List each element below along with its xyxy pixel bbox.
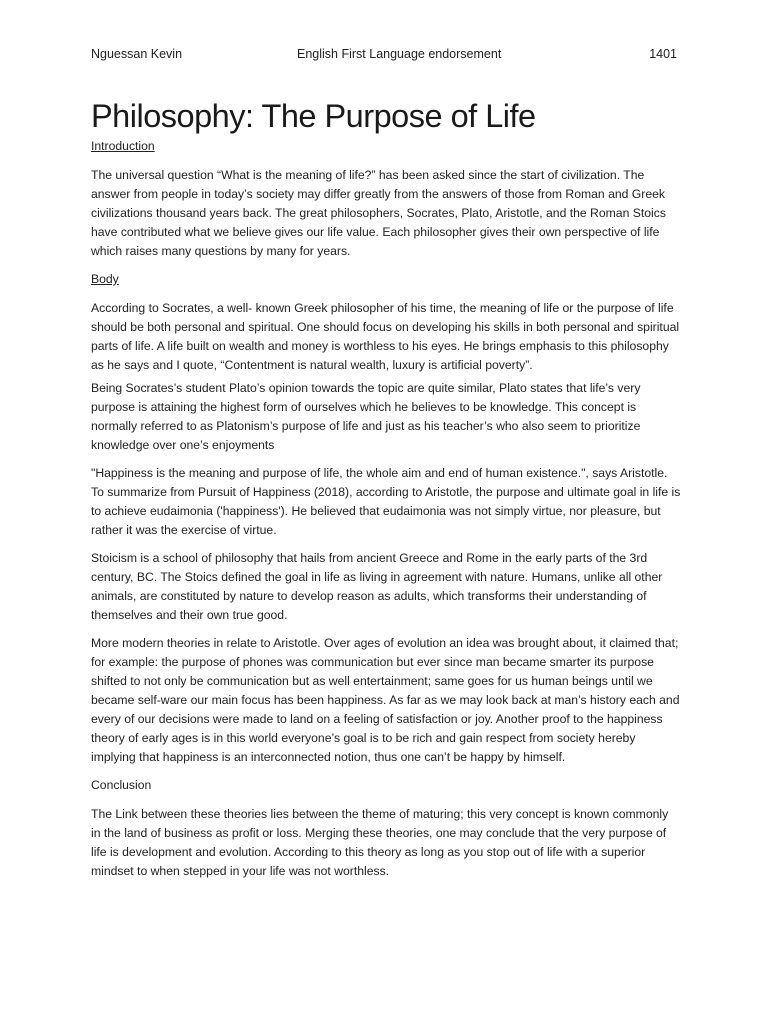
body-heading: Body xyxy=(91,272,119,286)
body-paragraph-aristotle: "Happiness is the meaning and purpose of life, the whole aim and end of human existence.", says Aristotle. To summarize from Pursuit of Happiness (2018), according to Aristotle, the purpose and ultimate goal in life is to achieve eudaimonia ('happiness'). He believed that eudaimonia was not simply virtue, nor pleasure, but rather it was the exercise of virtue. xyxy=(91,466,681,537)
conclusion-paragraph: The Link between these theories lies between the theme of maturing; this very concept is known commonly in the land of business as profit or loss. Merging these theories, one may conclude that the very purpose of life is development and evolution. According to this theory as long as you stop out of life with a superior mindset to when stepped in your life was not worthless. xyxy=(91,807,669,878)
course-name: English First Language endorsement xyxy=(297,47,502,61)
conclusion-heading: Conclusion xyxy=(91,778,152,792)
introduction-heading: Introduction xyxy=(91,139,155,153)
document-body xyxy=(91,96,681,881)
body-paragraph-socrates: According to Socrates, a well- known Greek philosopher of his time, the meaning of life or the purpose of life should be both personal and spiritual. One should focus on developing his skills in both personal and spiritual parts of life. A life built on wealth and money is worthless to his eyes. He brings emphasis to this philosophy as he says and I quote, “Contentment is natural wealth, luxury is artificial poverty”. xyxy=(91,301,680,372)
body-paragraph-plato: Being Socrates’s student Plato’s opinion towards the topic are quite similar, Plato states that life’s very purpose is attaining the highest form of ourselves which he believes to be knowledge. This concept is normally referred to as Platonism’s purpose of life and just as his teacher’s who also seem to prioritize knowledge over one’s enjoyments xyxy=(91,381,641,452)
author-name: Nguessan Kevin xyxy=(91,47,183,61)
course-number: 1401 xyxy=(649,47,677,61)
document-title: Philosophy: The Purpose of Life xyxy=(91,98,536,134)
introduction-paragraph: The universal question “What is the meaning of life?” has been asked since the start of civilization. The answer from people in today’s society may differ greatly from the answers of those from Roman and Greek civilizations thousand years back. The great philosophers, Socrates, Plato, Aristotle, and the Roman Stoics have contributed what we believe gives our life value. Each philosopher gives their own perspective of life which raises many questions by many for years. xyxy=(91,168,666,258)
body-paragraph-modern: More modern theories in relate to Aristotle. Over ages of evolution an idea was brought about, it claimed that; for example: the purpose of phones was communication but ever since man became smarter its purpose shifted to not only be communication but as well entertainment; same goes for us human beings until we became self-ware our main focus has been happiness. As far as we may look back at man’s history each and every of our decisions were made to land on a feeling of satisfaction or joy. Another proof to the happiness theory of early ages is in this world everyone’s goal is to be rich and gain respect from society hereby implying that happiness is an interconnected notion, thus one can’t be happy by himself. xyxy=(91,636,680,764)
page-header xyxy=(91,47,677,65)
body-paragraph-stoicism: Stoicism is a school of philosophy that hails from ancient Greece and Rome in the early parts of the 3rd century, BC. The Stoics defined the goal in life as living in agreement with nature. Humans, unlike all other animals, are constituted by nature to develop reason as adults, which transforms their understanding of themselves and their own true good. xyxy=(91,551,663,622)
